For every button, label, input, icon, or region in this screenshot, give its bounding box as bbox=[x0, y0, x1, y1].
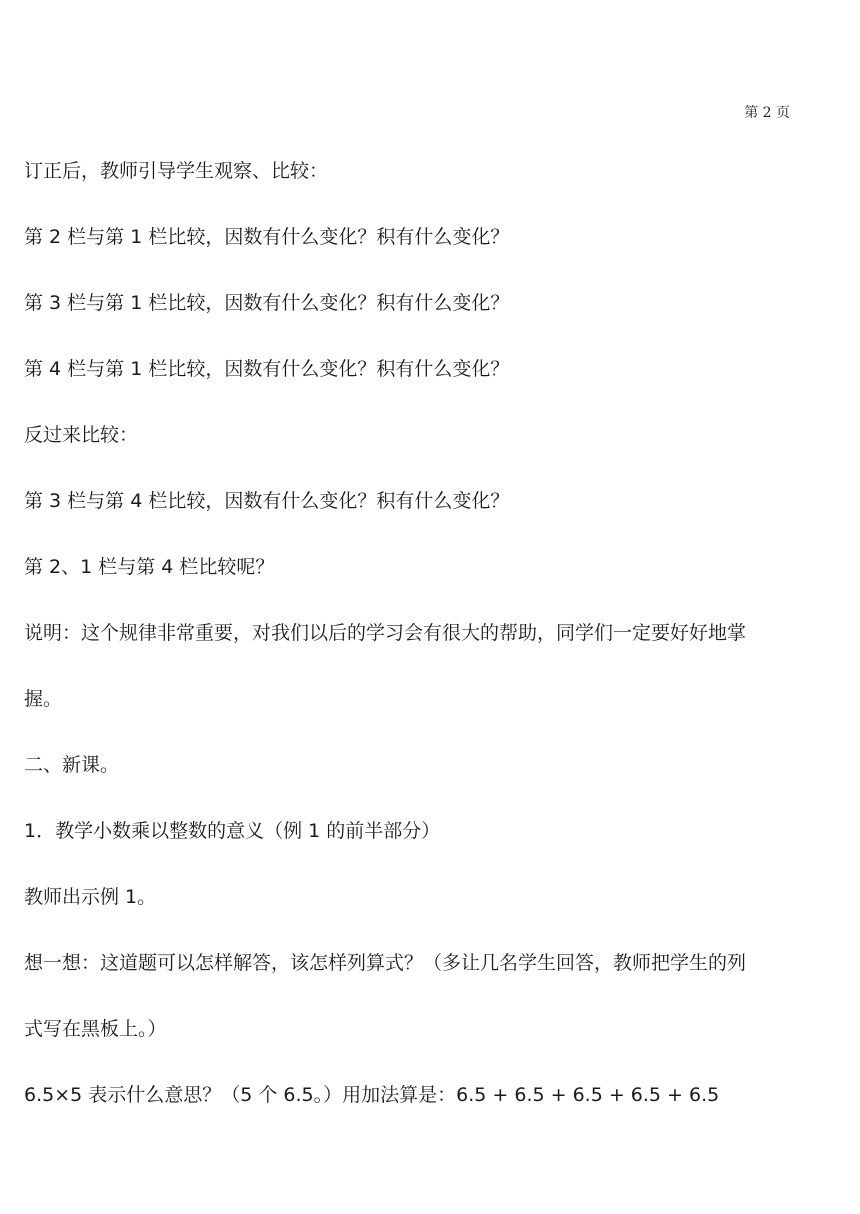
document-body bbox=[24, 155, 794, 1145]
paragraph-line: 第 4 栏与第 1 栏比较，因数有什么变化？积有什么变化？ bbox=[24, 358, 510, 380]
paragraph-line: 6.5×5 表示什么意思？（5 个 6.5。）用加法算是：6.5 + 6.5 + 6.5 + 6.5 + 6.5 bbox=[24, 1084, 720, 1106]
paragraph-line: 第 3 栏与第 4 栏比较，因数有什么变化？积有什么变化？ bbox=[24, 490, 510, 512]
paragraph-line: 1．教学小数乘以整数的意义（例 1 的前半部分） bbox=[24, 820, 441, 842]
paragraph-line: 第 2、1 栏与第 4 栏比较呢？ bbox=[24, 556, 275, 578]
paragraph-line: 第 2 栏与第 1 栏比较，因数有什么变化？积有什么变化？ bbox=[24, 226, 510, 248]
paragraph-line: 握。 bbox=[24, 688, 63, 710]
paragraph-line: 式写在黑板上。） bbox=[24, 1018, 167, 1040]
paragraph-line: 反过来比较： bbox=[24, 424, 139, 446]
paragraph-line: 教师出示例 1。 bbox=[24, 886, 157, 908]
section-heading: 二、新课。 bbox=[24, 754, 120, 776]
paragraph-line: 说明：这个规律非常重要，对我们以后的学习会有很大的帮助，同学们一定要好好地掌 bbox=[24, 622, 747, 644]
page-number: 第 2 页 bbox=[744, 105, 790, 121]
paragraph-line: 想一想：这道题可以怎样解答，该怎样列算式？（多让几名学生回答，教师把学生的列 bbox=[24, 952, 747, 974]
paragraph-line: 订正后，教师引导学生观察、比较： bbox=[24, 160, 329, 182]
paragraph-line: 第 3 栏与第 1 栏比较，因数有什么变化？积有什么变化？ bbox=[24, 292, 510, 314]
